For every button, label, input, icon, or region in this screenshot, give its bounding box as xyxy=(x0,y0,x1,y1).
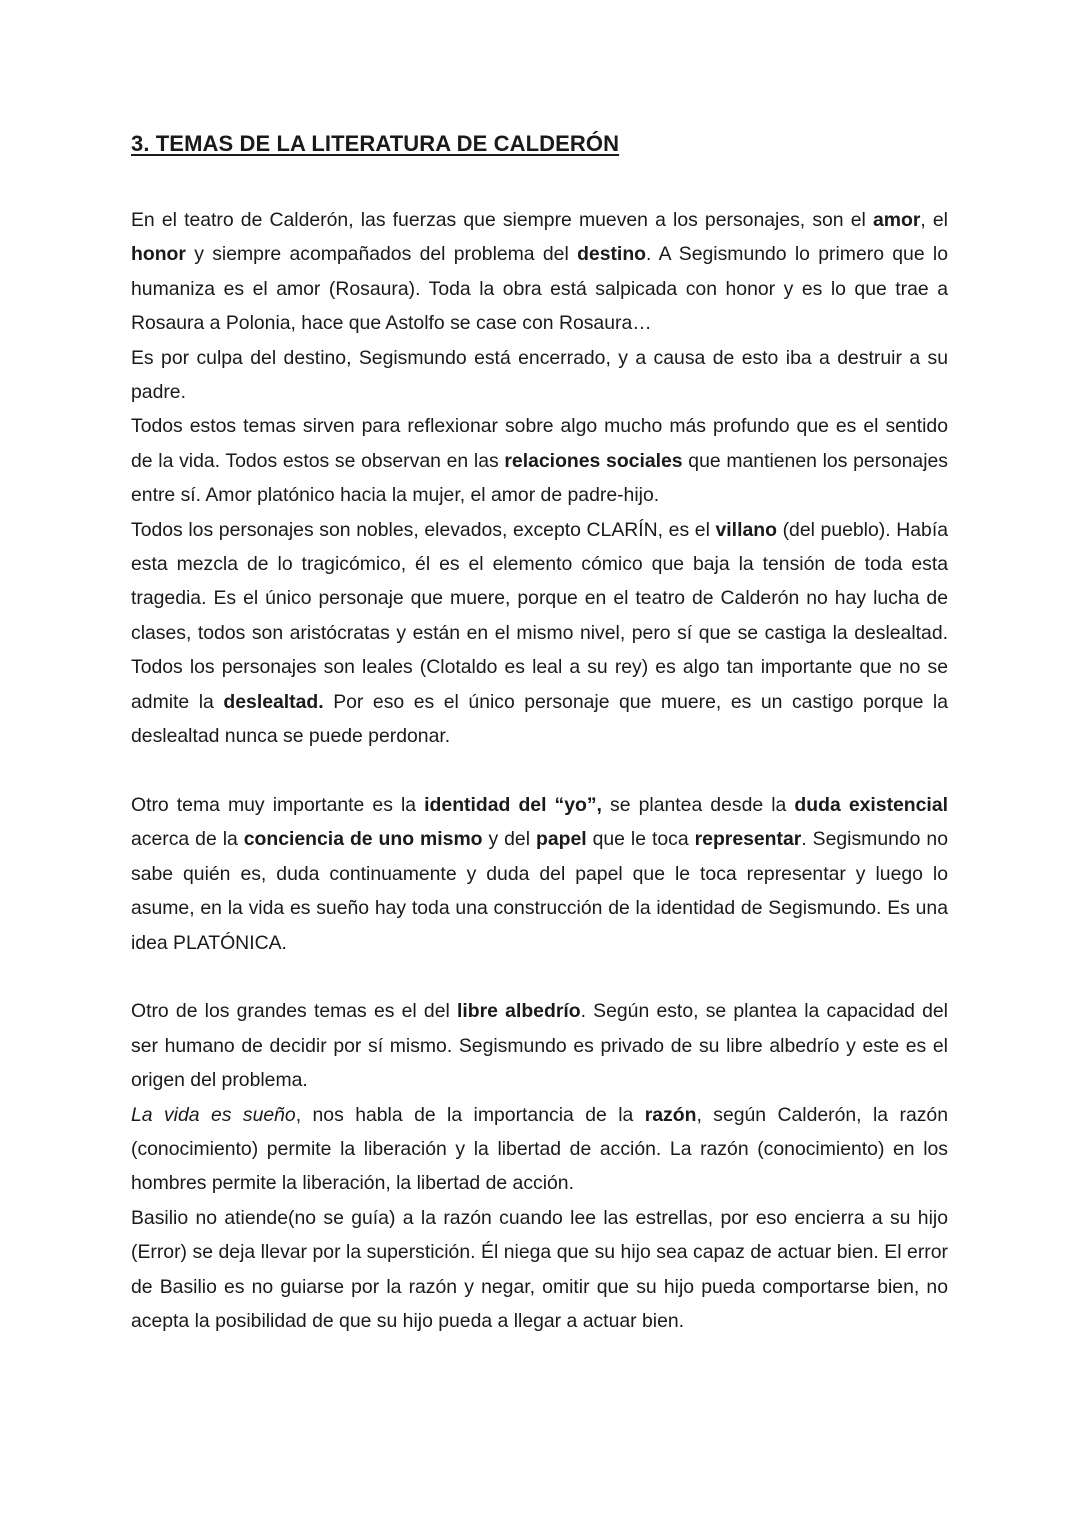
bold-text: libre albedrío xyxy=(457,1000,581,1023)
text-run: se plantea desde la xyxy=(601,793,795,816)
text-run: Todos los personajes son nobles, elevados, excepto CLARÍN, es el xyxy=(131,518,716,541)
bold-text: conciencia de uno mismo xyxy=(243,828,483,851)
bold-text: papel xyxy=(536,828,587,851)
bold-text: identidad del “yo”, xyxy=(424,793,602,816)
bold-text: honor xyxy=(131,243,186,266)
bold-text: amor xyxy=(872,209,921,231)
paragraph-gap xyxy=(131,960,948,994)
bold-text: destino xyxy=(577,243,647,266)
text-run: Basilio no atiende(no se guía) a la razón cuando lee las estrellas, por eso encierra a su hijo (Error) se deja llevar por la superstición. Él niega que su hijo sea capaz de actuar bien. El error de Basilio es no guiarse por la razón y negar, omitir que su hijo pueda comportarse bien, no acepta la posibilidad de que su hijo pueda a llegar a actuar bien. xyxy=(131,1206,948,1332)
paragraph xyxy=(131,203,948,341)
text-run: . A Segismundo lo primero que lo humaniza es el amor (Rosaura). Toda la obra está salpicada con honor y es lo que trae a Rosaura a Polonia, hace que Astolfo se case con Rosaura… xyxy=(131,243,949,335)
text-run: . Segismundo no sabe quién es, duda continuamente y duda del papel que le toca representar y luego lo asume, en la vida es sueño hay toda una construcción de la identidad de Segismundo. Es una idea PLATÓNICA. xyxy=(131,828,949,954)
bold-text: representar xyxy=(694,828,802,851)
paragraph xyxy=(131,788,948,960)
document-body xyxy=(131,203,948,1338)
paragraph xyxy=(131,1201,948,1339)
bold-text: deslealtad. xyxy=(223,690,324,713)
text-run: Otro de los grandes temas es el del xyxy=(131,1000,458,1023)
text-run: Otro tema muy importante es la xyxy=(131,793,425,816)
text-run: En el teatro de Calderón, las fuerzas que siempre mueven a los personajes, son el xyxy=(131,209,873,231)
paragraph xyxy=(131,1098,948,1201)
text-run: Por eso es el único personaje que muere, es un castigo porque la deslealtad nunca se puede perdonar. xyxy=(131,690,948,748)
text-run: Todos estos temas sirven para reflexionar sobre algo mucho más profundo que es el sentido de la vida. Todos estos se observan en las xyxy=(131,415,948,472)
text-run: que mantienen los personajes entre sí. Amor platónico hacia la mujer, el amor de padre-hijo. xyxy=(131,449,948,507)
text-run: , según Calderón, la razón (conocimiento) permite la liberación y la libertad de acción. La razón (conocimiento) en los hombres permite la liberación, la libertad de acción. xyxy=(131,1103,949,1195)
bold-text: razón xyxy=(644,1103,697,1126)
paragraph xyxy=(131,994,948,1097)
bold-text: relaciones sociales xyxy=(504,449,683,472)
text-run: acerca de la xyxy=(131,828,244,851)
text-run: , el xyxy=(920,209,948,231)
bold-text: duda existencial xyxy=(794,793,948,816)
paragraph xyxy=(131,513,948,754)
text-run: que le toca xyxy=(586,828,695,851)
italic-text: La vida es sueño xyxy=(131,1103,296,1126)
text-run: y siempre acompañados del problema del xyxy=(185,243,578,266)
document-page xyxy=(131,128,948,1338)
paragraph-gap xyxy=(131,754,948,788)
section-title: 3. TEMAS DE LA LITERATURA DE CALDERÓN xyxy=(131,131,620,156)
text-run: , nos habla de la importancia de la xyxy=(295,1103,645,1126)
paragraph xyxy=(131,409,948,512)
text-run: . Según esto, se plantea la capacidad del ser humano de decidir por sí mismo. Segismundo es privado de su libre albedrío y este es el origen del problema. xyxy=(131,1000,948,1092)
text-run: y del xyxy=(482,828,536,851)
text-run: (del pueblo). Había esta mezcla de lo tragicómico, él es el elemento cómico que baja la tensión de toda esta tragedia. Es el único personaje que muere, porque en el teatro de Calderón no hay lucha de clases, todos son aristócratas y están en el mismo nivel, pero sí que se castiga la deslealtad. Todos los personajes son leales (Clotaldo es leal a su rey) es algo tan importante que no se admite la xyxy=(131,518,948,713)
text-run: Es por culpa del destino, Segismundo está encerrado, y a causa de esto iba a destruir a su padre. xyxy=(131,346,948,404)
paragraph xyxy=(131,341,948,410)
bold-text: villano xyxy=(715,518,777,541)
